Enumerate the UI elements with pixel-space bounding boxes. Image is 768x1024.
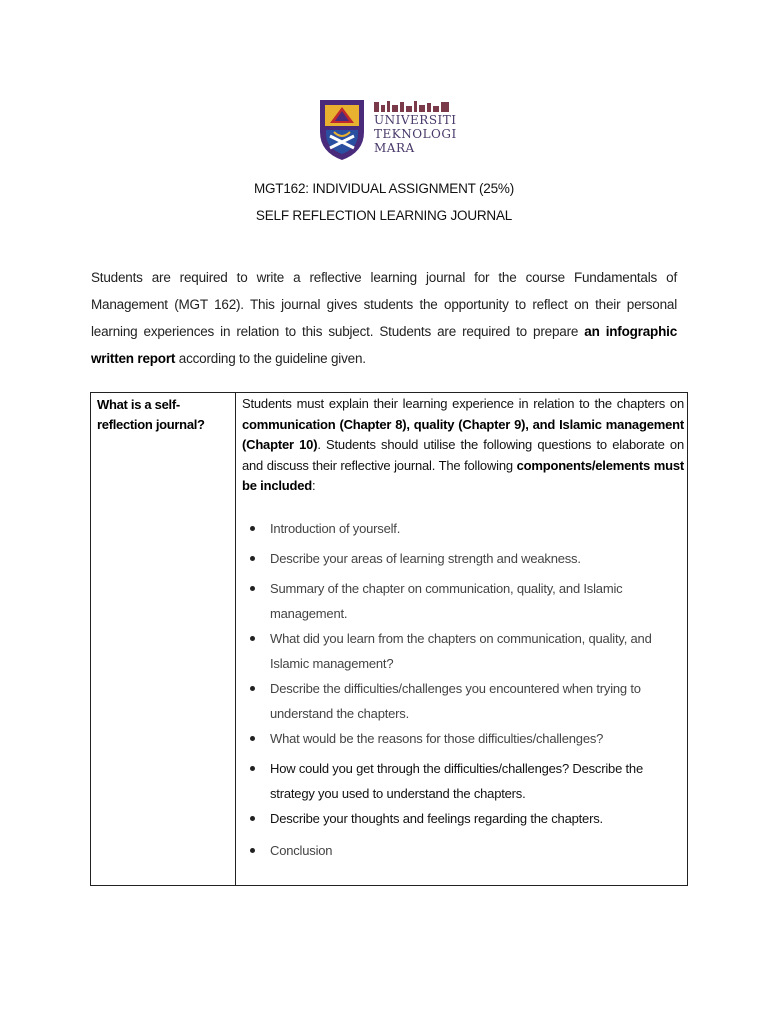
bullet-icon [250, 686, 255, 691]
list-item: Describe the difficulties/challenges you encountered when trying to understand the chapters. [243, 676, 683, 726]
logo-line-2: TEKNOLOGI [374, 127, 457, 141]
intro-paragraph [91, 264, 677, 372]
list-item: How could you get through the difficulties/challenges? Describe the strategy you used to understand the chapters. [243, 756, 683, 806]
answer-bold-1: communication (Chapter 8), quality (Chapter 9), and Islamic management (Chapter 10) [242, 416, 684, 452]
column-divider [235, 393, 236, 885]
bullet-icon [250, 766, 255, 771]
document-subtitle: SELF REFLECTION LEARNING JOURNAL [255, 208, 513, 223]
answer-part-1: Students must explain their learning experience in relation to the chapters on [242, 396, 684, 411]
list-item: Describe your areas of learning strength and weakness. [243, 546, 683, 571]
bullet-icon [250, 526, 255, 531]
logo-line-1: UNIVERSITI [374, 113, 457, 127]
assignment-table [90, 392, 688, 886]
document-title: MGT162: INDIVIDUAL ASSIGNMENT (25%) [253, 181, 515, 196]
bullet-icon [250, 848, 255, 853]
bullet-icon [250, 586, 255, 591]
intro-text-before: Students are required to write a reflective learning journal for the course Fundamentals of Management (MGT 162). This journal gives students the opportunity to reflect on their personal learning experiences in relation to this subject. Students are required to prepare [91, 270, 677, 339]
answer-bold-2: components/elements must be included [242, 457, 684, 493]
list-item: Describe your thoughts and feelings regarding the chapters. [243, 806, 683, 831]
list-item: What did you learn from the chapters on communication, quality, and Islamic management? [243, 626, 683, 676]
bullet-icon [250, 816, 255, 821]
intro-text-after: according to the guideline given. [175, 351, 366, 366]
bullet-icon [250, 556, 255, 561]
bullet-icon [250, 736, 255, 741]
answer-part-2: . Students should utilise the following questions to elaborate on and discuss their reflective journal. The following [242, 437, 684, 473]
list-item: Summary of the chapter on communication, quality, and Islamic management. [243, 576, 683, 626]
logo-line-3: MARA [374, 141, 415, 155]
list-item: Conclusion [243, 838, 683, 863]
answer-cell [242, 394, 684, 497]
question-cell: What is a self-reflection journal? [97, 397, 205, 432]
components-list [243, 516, 683, 863]
arabic-script-mark [374, 101, 449, 112]
university-logo [318, 96, 458, 162]
bullet-icon [250, 636, 255, 641]
answer-part-3: : [312, 478, 316, 493]
list-item: What would be the reasons for those difficulties/challenges? [243, 726, 683, 751]
intro-bold: an infographic written report [91, 324, 677, 366]
list-item: Introduction of yourself. [243, 516, 683, 541]
